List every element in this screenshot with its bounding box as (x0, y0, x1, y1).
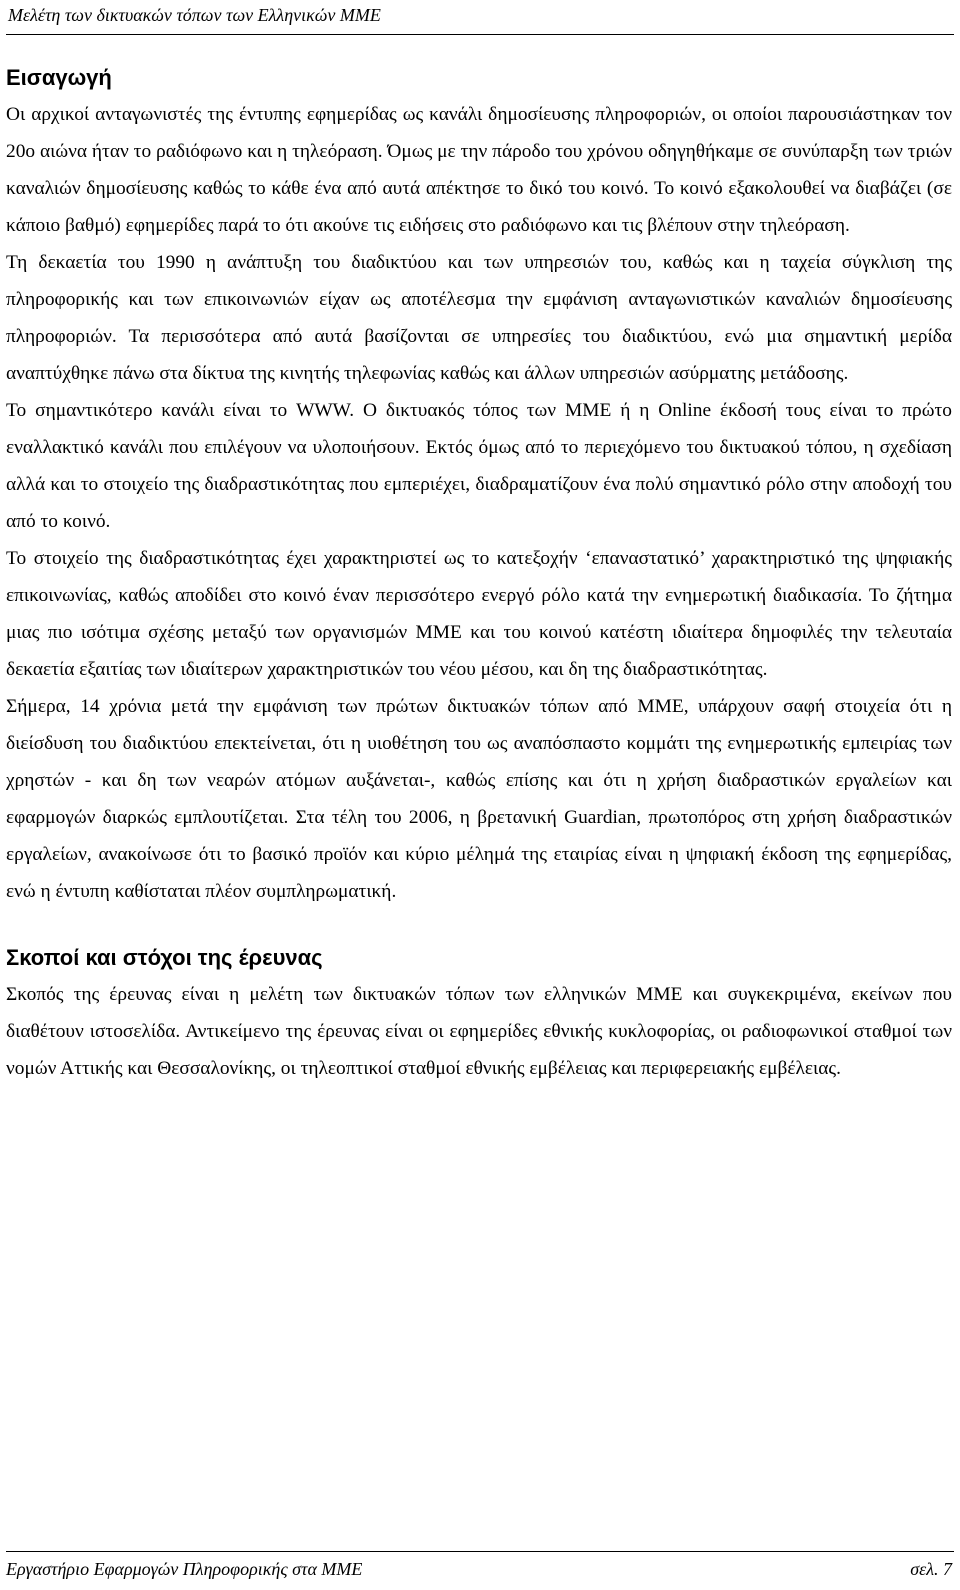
page-number: σελ. 7 (910, 1559, 952, 1579)
paragraph: Οι αρχικοί ανταγωνιστές της έντυπης εφημερίδας ως κανάλι δημοσίευσης πληροφοριών, οι οποίοι παρουσιάστηκαν τον 20ο αιώνα ήταν το ραδιόφωνο και η τηλεόραση. Όμως με την πάροδο του χρόνου οδηγηθήκαμε σε συνύπαρξη των τριών καναλιών δημοσίευσης καθώς το κάθε ένα από αυτά απέκτησε το δικό του κοινό. Το κοινό εξακολουθεί να διαβάζει (σε κάποιο βαθμό) εφημερίδες παρά το ότι ακούνε τις ειδήσεις στο ραδιόφωνο και τις βλέπουν στην τηλεόραση. (6, 104, 952, 236)
header-title: Μελέτη των δικτυακών τόπων των Ελληνικών ΜΜΕ (8, 5, 381, 25)
paragraph: Το σημαντικότερο κανάλι είναι το WWW. Ο δικτυακός τόπος των ΜΜΕ ή η Online έκδοσή τους είναι το πρώτο εναλλακτικό κανάλι που επιλέγουν να υλοποιήσουν. Εκτός όμως από το περιεχόμενο του δικτυακού τόπου, η σχεδίαση αλλά και το στοιχείο της διαδραστικότητας που εμπεριέχει, διαδραματίζουν ένα πολύ σημαντικό ρόλο στην αποδοχή του από το κοινό. (6, 400, 952, 532)
paragraph: Σκοπός της έρευνας είναι η μελέτη των δικτυακών τόπων των ελληνικών ΜΜΕ και συγκεκριμένα, εκείνων που διαθέτουν ιστοσελίδα. Αντικείμενο της έρευνας είναι οι εφημερίδες εθνικής κυκλοφορίας, οι ραδιοφωνικοί σταθμοί των νομών Αττικής και Θεσσαλονίκης, οι τηλεοπτικοί σταθμοί εθνικής εμβέλειας και περιφερειακής εμβέλειας. (6, 984, 952, 1079)
page-header (6, 0, 954, 35)
page-footer (6, 1551, 954, 1590)
page-content (6, 64, 952, 1087)
footer-lab-name: Εργαστήριο Εφαρμογών Πληροφορικής στα ΜΜΕ (6, 1559, 363, 1579)
section-heading-introduction: Εισαγωγή (6, 65, 112, 90)
section-heading-goals: Σκοποί και στόχοι της έρευνας (6, 945, 323, 970)
paragraph: Το στοιχείο της διαδραστικότητας έχει χαρακτηριστεί ως το κατεξοχήν ‘επαναστατικό’ χαρακτηριστικό της ψηφιακής επικοινωνίας, καθώς αποδίδει στο κοινό έναν περισσότερο ενεργό ρόλο κατά την ενημερωτική διαδικασία. Το ζήτημα μιας πιο ισότιμα σχέσης μεταξύ των οργανισμών ΜΜΕ και του κοινού κατέστη ιδιαίτερα δημοφιλές την τελευταία δεκαετία εξαιτίας των ιδιαίτερων χαρακτηριστικών του νέου μέσου, και δη της διαδραστικότητας. (6, 548, 952, 680)
paragraph: Τη δεκαετία του 1990 η ανάπτυξη του διαδικτύου και των υπηρεσιών του, καθώς και η ταχεία σύγκλιση της πληροφορικής και των επικοινωνιών είχαν ως αποτέλεσμα την εμφάνιση ανταγωνιστικών καναλιών δημοσίευσης πληροφοριών. Τα περισσότερα από αυτά βασίζονται σε υπηρεσίες του διαδικτύου, ενώ μια σημαντική μερίδα αναπτύχθηκε πάνω στα δίκτυα της κινητής τηλεφωνίας καθώς και άλλων υπηρεσιών ασύρματης μετάδοσης. (6, 252, 952, 384)
paragraph: Σήμερα, 14 χρόνια μετά την εμφάνιση των πρώτων δικτυακών τόπων από ΜΜΕ, υπάρχουν σαφή στοιχεία ότι η διείσδυση του διαδικτύου επεκτείνεται, ότι η υιοθέτηση του ως αναπόσπαστο κομμάτι της ενημερωτικής εμπειρίας των χρηστών - και δη των νεαρών ατόμων αυξάνεται-, καθώς επίσης και ότι η χρήση διαδραστικών εργαλείων και εφαρμογών διαρκώς εμπλουτίζεται. Στα τέλη του 2006, η βρετανική Guardian, πρωτοπόρος στη χρήση διαδραστικών εργαλείων, ανακοίνωσε ότι το βασικό προϊόν και κύριο μέλημά της εταιρίας είναι η ψηφιακή έκδοση της εφημερίδας, ενώ η έντυπη καθίσταται πλέον συμπληρωματική. (6, 696, 952, 902)
